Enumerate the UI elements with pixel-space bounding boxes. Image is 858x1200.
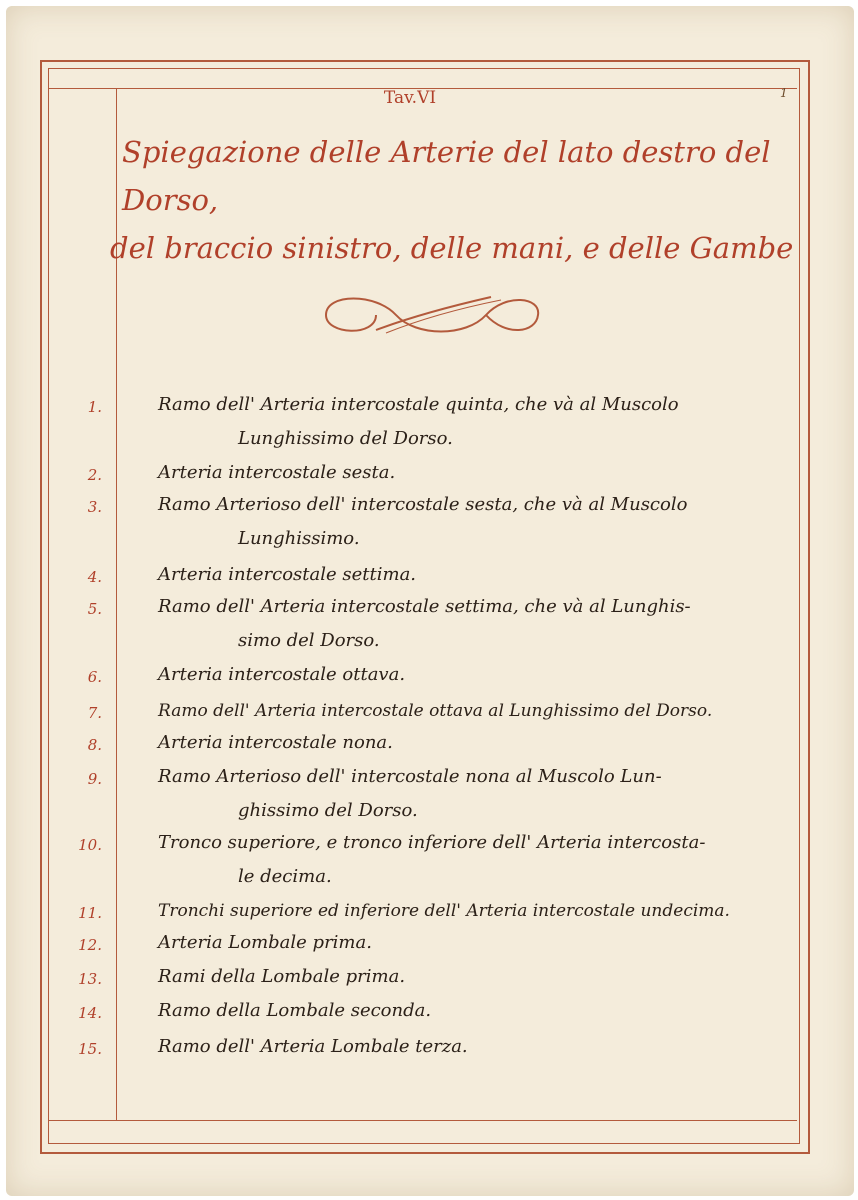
entry-number: 10. [78, 836, 102, 854]
flourish-ornament-icon [316, 285, 546, 345]
entry-number: 11. [78, 904, 102, 922]
entry-text [158, 488, 798, 556]
entry-line: Ramo Arterioso dell' intercostale nona al Muscolo Lun- [158, 766, 662, 787]
entry-line: Arteria Lombale prima. [158, 932, 372, 953]
entry-number: 1. [87, 398, 102, 416]
entry-number: 13. [78, 970, 102, 988]
entry-text [158, 926, 798, 960]
entry-number: 6. [87, 668, 102, 686]
entry-line: Rami della Lombale prima. [158, 966, 406, 987]
entry-text [158, 658, 798, 692]
entry-line: Arteria intercostale ottava. [158, 664, 406, 685]
entry-text [158, 456, 798, 490]
plate-label: Tav.VI [383, 88, 437, 108]
entry-number: 4. [87, 568, 102, 586]
entry-line: Arteria intercostale sesta. [158, 462, 396, 483]
entry-line: Tronchi superiore ed inferiore dell' Arteria intercostale undecima. [158, 901, 730, 921]
entry-line: Ramo dell' Arteria intercostale settima, che và al Lunghis- [158, 596, 691, 617]
entry-text [158, 894, 798, 928]
entry-text [158, 1030, 798, 1064]
entry-text [158, 826, 798, 894]
entry-text [158, 760, 798, 828]
title-line-2: del braccio sinistro, delle mani, e delle Gambe [110, 231, 794, 265]
entry-line: Ramo della Lombale seconda. [158, 1000, 432, 1021]
entry-line: Ramo dell' Arteria intercostale quinta, che và al Muscolo [158, 394, 679, 415]
entry-number: 8. [87, 736, 102, 754]
bottom-rule [49, 1120, 797, 1121]
entry-number: 5. [87, 600, 102, 618]
entry-line: Tronco superiore, e tronco inferiore dell' Arteria intercosta- [158, 832, 706, 853]
page-number: 1 [780, 86, 788, 100]
entry-continuation: Lunghissimo del Dorso. [238, 428, 453, 449]
entry-continuation: le decima. [238, 866, 332, 887]
entry-text [158, 388, 798, 456]
entry-number: 9. [87, 770, 102, 788]
entry-number: 7. [87, 704, 102, 722]
entry-number: 12. [78, 936, 102, 954]
entry-number: 2. [87, 466, 102, 484]
entry-line: Ramo dell' Arteria intercostale ottava al Lunghissimo del Dorso. [158, 701, 713, 721]
entry-text [158, 590, 798, 658]
entry-continuation: ghissimo del Dorso. [238, 800, 418, 821]
entry-text [158, 558, 798, 592]
entry-line: Arteria intercostale nona. [158, 732, 393, 753]
entry-number: 14. [78, 1004, 102, 1022]
entry-line: Ramo dell' Arteria Lombale terza. [158, 1036, 468, 1057]
entry-text [158, 994, 798, 1028]
entry-continuation: Lunghissimo. [238, 528, 360, 549]
entry-text [158, 726, 798, 760]
entry-text [158, 694, 798, 728]
entry-continuation: simo del Dorso. [238, 630, 380, 651]
entry-number: 15. [78, 1040, 102, 1058]
entry-number: 3. [87, 498, 102, 516]
entry-text [158, 960, 798, 994]
title-line-1: Spiegazione delle Arterie del lato destro del Dorso, [122, 135, 771, 217]
page-title [110, 128, 800, 272]
entry-line: Arteria intercostale settima. [158, 564, 417, 585]
entry-line: Ramo Arterioso dell' intercostale sesta, che và al Muscolo [158, 494, 688, 515]
